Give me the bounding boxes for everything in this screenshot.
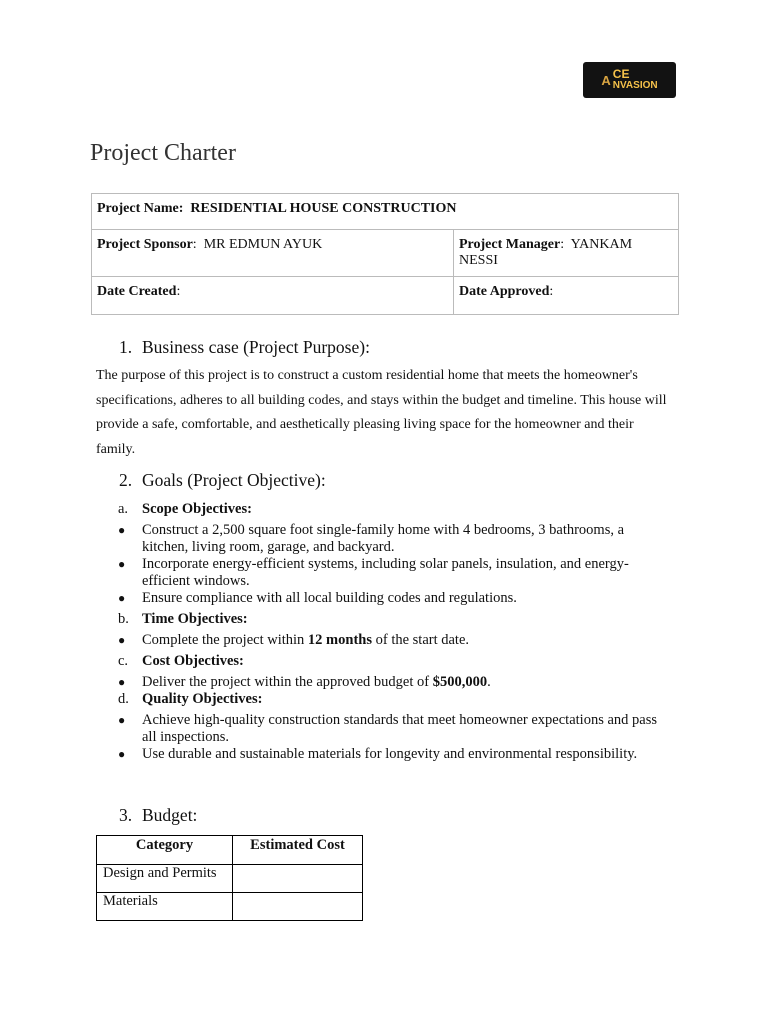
bullet-icon: ● xyxy=(118,713,126,727)
table-cell: Materials xyxy=(97,893,233,921)
list-item xyxy=(118,712,663,746)
table-cell: Design and Permits xyxy=(97,865,233,893)
table-row xyxy=(97,893,363,921)
list-marker: d. xyxy=(118,691,129,707)
section-heading-budget xyxy=(119,805,197,826)
section-number: 3. xyxy=(119,805,133,825)
list-item xyxy=(118,590,663,607)
section-title: Business case (Project Purpose): xyxy=(142,337,370,357)
date-created-label: Date Created xyxy=(97,284,177,299)
scope-objectives-heading xyxy=(118,501,663,518)
bullet-icon: ● xyxy=(118,523,126,537)
objective-title: Cost Objectives: xyxy=(142,653,244,669)
list-item-text: Incorporate energy-efficient systems, including solar panels, insulation, and energy-efficient windows. xyxy=(142,556,629,589)
logo-mark: A xyxy=(601,72,611,88)
list-item-text: Complete the project within 12 months of the start date. xyxy=(142,632,470,648)
list-marker: b. xyxy=(118,611,129,627)
project-manager-label: Project Manager xyxy=(459,237,561,252)
section-title: Goals (Project Objective): xyxy=(142,470,326,490)
project-name-label: Project Name: xyxy=(97,201,184,216)
section-number: 2. xyxy=(119,470,133,490)
list-marker: a. xyxy=(118,501,129,517)
list-item xyxy=(118,746,663,763)
list-marker: c. xyxy=(118,653,129,669)
logo-text-line2: NVASION xyxy=(612,80,658,91)
objective-title: Scope Objectives: xyxy=(142,501,252,517)
column-header-estimated-cost: Estimated Cost xyxy=(233,836,363,865)
list-item xyxy=(118,522,663,556)
section-title: Budget: xyxy=(142,805,198,825)
project-name-cell xyxy=(92,194,679,230)
table-header-row xyxy=(97,836,363,865)
table-cell xyxy=(233,893,363,921)
table-row xyxy=(97,865,363,893)
table-cell xyxy=(233,865,363,893)
bullet-icon: ● xyxy=(118,633,126,647)
list-item-text: Construct a 2,500 square foot single-family home with 4 bedrooms, 3 bathrooms, a kitchen, living room, garage, and backyard. xyxy=(142,522,625,555)
bullet-icon: ● xyxy=(118,747,126,761)
column-header-category: Category xyxy=(97,836,233,865)
time-objectives-heading xyxy=(118,611,663,628)
cost-objectives-heading xyxy=(118,653,663,670)
objective-title: Time Objectives: xyxy=(142,611,248,627)
bullet-icon: ● xyxy=(118,675,126,689)
section-number: 1. xyxy=(119,337,133,357)
project-name-value: RESIDENTIAL HOUSE CONSTRUCTION xyxy=(190,201,457,216)
list-item xyxy=(118,556,663,590)
section-heading-goals xyxy=(119,470,326,491)
project-sponsor-label: Project Sponsor xyxy=(97,237,193,252)
list-item-text: Deliver the project within the approved budget of $500,000. xyxy=(142,674,491,690)
bullet-icon: ● xyxy=(118,557,126,571)
date-approved-label: Date Approved xyxy=(459,284,550,299)
list-item-text: Achieve high-quality construction standards that meet homeowner expectations and pass all inspections. xyxy=(142,712,658,745)
business-case-paragraph: The purpose of this project is to construct a custom residential home that meets the homeowner's specifications, adheres to all building codes, and stays within the budget and timeline. This house will provide a safe, comfortable, and aesthetically pleasing living space for the homeowner and their family. xyxy=(96,368,667,457)
project-sponsor-cell: Project Sponsor: MR EDMUN AYUK xyxy=(92,230,454,277)
list-item xyxy=(118,632,663,649)
project-sponsor-value: MR EDMUN AYUK xyxy=(203,237,323,252)
bullet-icon: ● xyxy=(118,591,126,605)
quality-objectives-heading xyxy=(118,691,663,708)
list-item xyxy=(118,674,663,691)
charter-info-table xyxy=(91,193,679,315)
company-logo xyxy=(583,62,676,98)
list-item-text: Ensure compliance with all local building codes and regulations. xyxy=(142,590,517,606)
list-item-text: Use durable and sustainable materials for longevity and environmental responsibility. xyxy=(142,746,638,762)
budget-table xyxy=(96,835,363,921)
objective-title: Quality Objectives: xyxy=(142,691,263,707)
project-manager-value: YANKAM NESSI xyxy=(459,237,633,268)
section-heading-business-case xyxy=(119,337,370,358)
goals-list xyxy=(118,501,663,763)
logo-text-line1: CE xyxy=(612,67,630,81)
date-created-cell: Date Created: xyxy=(92,277,454,315)
project-manager-cell: Project Manager: YANKAM NESSI xyxy=(454,230,679,277)
date-approved-cell: Date Approved: xyxy=(454,277,679,315)
document-title: Project Charter xyxy=(90,140,236,166)
